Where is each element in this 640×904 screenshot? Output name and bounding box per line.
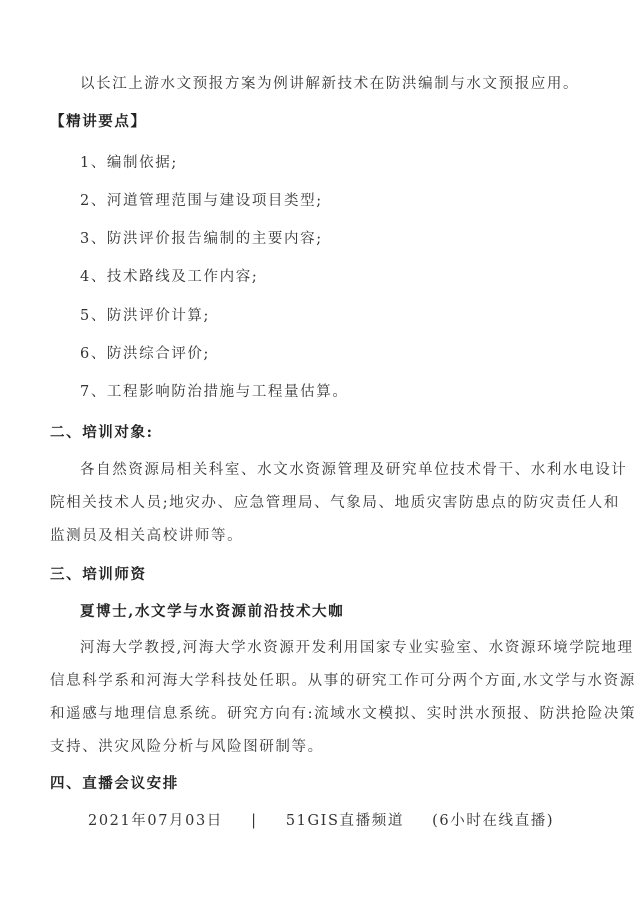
key-point-item: 5、防洪评价计算; bbox=[80, 308, 211, 324]
training-target-line: 监测员及相关高校讲师等。 bbox=[50, 528, 244, 544]
training-target-line: 院相关技术人员;地灾办、应急管理局、气象局、地质灾害防患点的防灾责任人和 bbox=[50, 495, 620, 511]
schedule-date: 2021年07月03日 bbox=[88, 813, 223, 829]
schedule-channel: 51GIS直播频道 bbox=[285, 813, 404, 829]
key-point-item: 6、防洪综合评价; bbox=[80, 346, 211, 362]
teacher-bio-line: 支持、洪灾风险分析与风险图研制等。 bbox=[50, 739, 324, 755]
training-target-line: 各自然资源局相关科室、水文水资源管理及研究单位技术骨干、水利水电设计 bbox=[80, 462, 628, 478]
key-point-item: 2、河道管理范围与建设项目类型; bbox=[80, 193, 323, 209]
key-points-heading: 【精讲要点】 bbox=[50, 113, 147, 130]
key-point-item: 4、技术路线及工作内容; bbox=[80, 269, 259, 285]
teacher-bio-line: 信息科学系和河海大学科技处任职。从事的研究工作可分两个方面,水文学与水资源 bbox=[50, 673, 636, 689]
key-point-item: 7、工程影响防治措施与工程量估算。 bbox=[80, 384, 349, 400]
live-schedule-row bbox=[88, 809, 554, 830]
schedule-separator: | bbox=[251, 813, 258, 829]
teacher-name: 夏博士,水文学与水资源前沿技术大咖 bbox=[80, 603, 345, 620]
training-target-heading: 二、培训对象: bbox=[50, 424, 154, 441]
teacher-heading: 三、培训师资 bbox=[50, 566, 147, 583]
schedule-duration: (6小时在线直播) bbox=[432, 813, 555, 829]
key-point-item: 3、防洪评价报告编制的主要内容; bbox=[80, 231, 323, 247]
intro-text: 以长江上游水文预报方案为例讲解新技术在防洪编制与水文预报应用。 bbox=[80, 76, 580, 92]
teacher-bio-line: 河海大学教授,河海大学水资源开发利用国家专业实验室、水资源环境学院地理 bbox=[80, 640, 634, 656]
key-point-item: 1、编制依据; bbox=[80, 155, 178, 171]
live-schedule-heading: 四、直播会议安排 bbox=[50, 775, 179, 792]
teacher-bio-line: 和遥感与地理信息系统。研究方向有:流域水文模拟、实时洪水预报、防洪抢险决策 bbox=[50, 706, 637, 722]
